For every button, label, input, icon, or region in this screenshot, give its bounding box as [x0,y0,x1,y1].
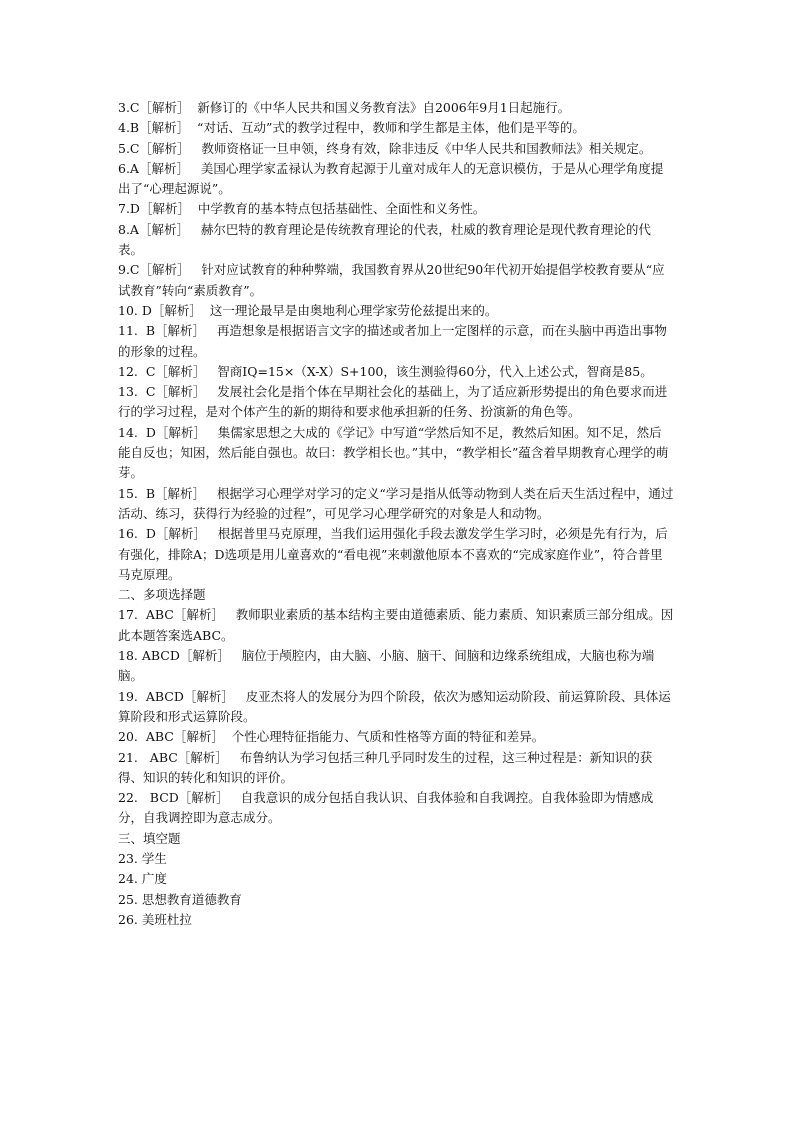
answer-item: 4.B［解析］ “对话、互动”式的教学过程中，教师和学生都是主体，他们是平等的。 [118,120,585,136]
multiple-choice-answers [118,605,674,828]
answer-item: 7.D［解析］ 中学教育的基本特点包括基础性、全面性和义务性。 [118,201,486,217]
answer-key-page [118,98,674,930]
answer-item: 21. ABC［解析］ 布鲁纳认为学习包括三种几乎同时发生的过程，这三种过程是：新知识的获得、知识的转化和知识的评价。 [118,749,653,785]
answer-item: 15. B［解析］ 根据学习心理学对学习的定义“学习是指从低等动物到人类在后天生活过程中，通过活动、练习，获得行为经验的过程”，可见学习心理学研究的对象是人和动物。 [118,485,674,521]
answer-item: 10. D［解析］ 这一理论最早是由奥地利心理学家劳伦兹提出来的。 [118,302,498,318]
section-heading-fill-in: 三、填空题 [118,830,181,846]
answer-item: 9.C［解析］ 针对应试教育的种种弊端，我国教育界从20世纪90年代初开始提倡学校教育要从“应试教育”转向“素质教育”。 [118,262,665,298]
answer-item: 3.C［解析］ 新修订的《中华人民共和国义务教育法》自2006年9月1日起施行。 [118,100,571,115]
answer-item: 6.A［解析］ 美国心理学家孟禄认为教育起源于儿童对成年人的无意识模仿，于是从心理学角度提出了“心理起源说”。 [118,160,664,197]
answer-item: 14. D［解析］ 集儒家思想之大成的《学记》中写道“学然后知不足，教然后知困。知不足，然后能自反也；知困，然后能自强也。故曰：教学相长也。”其中，“教学相长”蕴含着早期教育心理学的萌芽。 [118,424,669,481]
answer-item: 19. ABCD［解析］ 皮亚杰将人的发展分为四个阶段，依次为感知运动阶段、前运算阶段、具体运算阶段和形式运算阶段。 [118,688,671,724]
answer-item: 23. 学生 [118,850,167,866]
section-heading-multiple-choice: 二、多项选择题 [118,587,206,603]
answer-item: 16. D［解析］ 根据普里马克原理，当我们运用强化手段去激发学生学习时，必须是先有行为，后有强化，排除A；D选项是用儿童喜欢的“看电视”来刺激他原本不喜欢的“完成家庭作业”，符合普里马克原理。 [118,526,668,582]
answer-item: 24. 广度 [118,871,167,887]
answer-item: 20. ABC［解析］ 个性心理特征指能力、气质和性格等方面的特征和差异。 [118,729,545,745]
answer-item: 8.A［解析］ 赫尔巴特的教育理论是传统教育理论的代表，杜威的教育理论是现代教育理论的代表。 [118,221,651,258]
answer-item: 11. B［解析］ 再造想象是根据语言文字的描述或者加上一定图样的示意，而在头脑中再造出事物的形象的过程。 [118,323,667,359]
answer-item: 5.C［解析］ 教师资格证一旦申领，终身有效，除非违反《中华人民共和国教师法》相关规定。 [118,140,652,156]
single-choice-answers [118,98,674,585]
answer-item: 26. 美班杜拉 [118,911,192,927]
answer-item: 13. C［解析］ 发展社会化是指个体在早期社会化的基础上，为了适应新形势提出的角色要求而进行的学习过程，是对个体产生的新的期待和要求他承担新的任务、扮演新的角色等。 [118,384,668,420]
answer-item: 18. ABCD［解析］ 脑位于颅腔内，由大脑、小脑、脑干、间脑和边缘系统组成，大脑也称为端脑。 [118,648,655,684]
answer-item: 12. C［解析］ 智商IQ=15×（X-X）S+100，该生测验得60分，代入上述公式，智商是85。 [118,363,653,379]
answer-item: 25. 思想教育道德教育 [118,891,242,907]
answer-item: 22. BCD［解析］ 自我意识的成分包括自我认识、自我体验和自我调控。自我体验即为情感成分，自我调控即为意志成分。 [118,790,654,826]
fill-in-answers [118,849,674,930]
answer-item: 17. ABC［解析］ 教师职业素质的基本结构主要由道德素质、能力素质、知识素质三部分组成。因此本题答案选ABC。 [118,607,674,643]
